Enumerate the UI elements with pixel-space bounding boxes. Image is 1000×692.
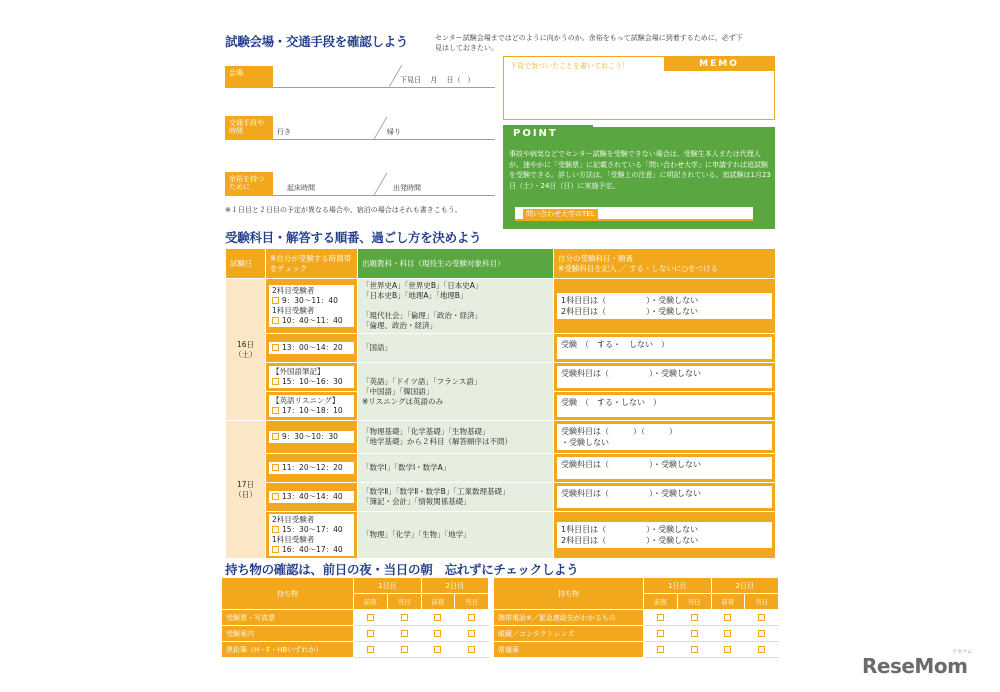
transport-label: 交通手段や時間 xyxy=(225,116,273,140)
day2-header: 2日目 xyxy=(421,578,489,594)
belongings-table-right xyxy=(493,577,779,658)
inquiry-tel-field[interactable] xyxy=(515,207,753,221)
table-row xyxy=(494,626,779,642)
mine-entry[interactable]: 受験科目は（ ）（ ） ・受験しない xyxy=(557,424,772,450)
day2-header: 2日目 xyxy=(711,578,779,594)
header-day: 試験日 xyxy=(226,249,266,279)
item-name: 常備薬 xyxy=(494,642,644,658)
exam-schedule-table xyxy=(225,248,776,559)
checkbox[interactable] xyxy=(272,317,279,324)
slot-time: 9：30〜11：40 xyxy=(282,296,338,305)
checkbox[interactable] xyxy=(272,378,279,385)
table-row xyxy=(226,363,776,392)
checkbox[interactable] xyxy=(657,646,664,653)
header-mine: 自分の受験科目・順番 ※受験科目を記入 ／ する・しないに○をつける xyxy=(554,249,776,279)
slot-time: 15：10〜16：30 xyxy=(282,377,343,386)
subject-cell: 「物理基礎」「化学基礎」「生物基礎」 「地学基礎」から２科目（解答順序は不問） xyxy=(358,421,554,454)
checkbox[interactable] xyxy=(468,630,475,637)
checkbox[interactable] xyxy=(724,646,731,653)
subject-cell: 「世界史A」「世界史B」「日本史A」 「日本史B」「地理A」「地理B」 「現代社会」「倫理」「政治・経済」 「倫理、政治・経済」 xyxy=(358,279,554,334)
slot-cell xyxy=(266,421,358,454)
slot-group-label: 【英語リスニング】 xyxy=(272,396,340,405)
checkbox[interactable] xyxy=(401,646,408,653)
day-header: 当日 xyxy=(455,594,489,610)
checkbox[interactable] xyxy=(401,614,408,621)
slot-option[interactable] xyxy=(272,463,351,473)
table-row xyxy=(494,642,779,658)
slot-option[interactable] xyxy=(272,525,351,535)
mine-cell[interactable] xyxy=(554,363,776,392)
checkbox[interactable] xyxy=(272,526,279,533)
subject-cell: 「国語」 xyxy=(358,334,554,363)
brand-subtitle: リセマム xyxy=(952,649,972,655)
item-header: 持ち物 xyxy=(222,578,354,610)
checkbox[interactable] xyxy=(758,614,765,621)
table-row xyxy=(222,610,489,626)
checkbox[interactable] xyxy=(272,407,279,414)
schedule-note: ※１日目と２日目の予定が異なる場合や、宿泊の場合はそれも書きこもう。 xyxy=(225,206,462,214)
item-name: 携帯電話※／緊急連絡先がわかるもの xyxy=(494,610,644,626)
slot-group-label: 【外国語筆記】 xyxy=(272,367,325,376)
day-header: 当日 xyxy=(677,594,711,610)
checkbox[interactable] xyxy=(272,433,279,440)
slot-cell xyxy=(266,512,358,559)
venue-section-description: センター試験会場まではどのように向かうのか。余裕をもって試験会場に到着するために、必ず下見はしておきたい。 xyxy=(435,34,743,52)
point-tag: POINT xyxy=(503,125,593,143)
slot-time: 13：00〜14：20 xyxy=(282,343,343,352)
slot-cell xyxy=(266,279,358,334)
table-row xyxy=(494,610,779,626)
mine-entry[interactable]: 受験 （ する・しない ） xyxy=(557,395,772,417)
table-row xyxy=(226,334,776,363)
point-box xyxy=(503,127,775,229)
checkbox[interactable] xyxy=(758,646,765,653)
exam-checklist-sheet xyxy=(215,22,785,672)
slot-group-label: 2科目受験者 xyxy=(272,286,315,295)
venue-section-title: 試験会場・交通手段を確認しよう xyxy=(225,34,409,49)
checkbox[interactable] xyxy=(724,630,731,637)
checkbox[interactable] xyxy=(272,297,279,304)
checkbox[interactable] xyxy=(657,614,664,621)
venue-field[interactable] xyxy=(225,66,495,88)
subjects-section-title: 受験科目・解答する順番、過ごし方を決めよう xyxy=(225,230,482,245)
checkbox[interactable] xyxy=(367,614,374,621)
slot-time: 9：30〜10：30 xyxy=(282,432,338,441)
transport-field[interactable] xyxy=(225,116,495,140)
mine-cell[interactable] xyxy=(554,454,776,483)
checkbox[interactable] xyxy=(272,493,279,500)
margin-field[interactable] xyxy=(225,172,495,196)
memo-box[interactable] xyxy=(503,56,775,120)
slot-group-label: 1科目受験者 xyxy=(272,535,315,544)
slot-cell xyxy=(266,363,358,392)
table-row xyxy=(222,626,489,642)
mine-entry[interactable]: 受験科目は（ ）・受験しない xyxy=(557,366,772,388)
go-label: 行き xyxy=(277,128,291,136)
subject-cell: 「物理」「化学」「生物」「地学」 xyxy=(358,512,554,559)
point-body: 事故や病気などでセンター試験を受験できない場合は、受験生本人または代理人が、速やかに「受験票」に記載されている「問い合わせ大学」に申請すれば追試験を受験できる。詳しい方法は、「受験上の注意」に明記されている。追試験は1月23日（土）・24日（日）に実施予定。 xyxy=(509,150,771,190)
checkbox[interactable] xyxy=(758,630,765,637)
item-name: 眼鏡／コンタクトレンズ xyxy=(494,626,644,642)
checkbox[interactable] xyxy=(657,630,664,637)
mine-cell[interactable] xyxy=(554,392,776,421)
return-label: 帰り xyxy=(387,128,401,136)
eve-header: 前夜 xyxy=(711,594,745,610)
eve-header: 前夜 xyxy=(421,594,455,610)
mine-cell[interactable] xyxy=(554,334,776,363)
slot-option[interactable] xyxy=(272,296,351,306)
margin-label: 余裕を持つために xyxy=(225,172,273,196)
mine-cell[interactable] xyxy=(554,512,776,559)
slot-group-label: 2科目受験者 xyxy=(272,515,315,524)
slot-option[interactable] xyxy=(272,377,351,387)
slot-cell xyxy=(266,454,358,483)
field-divider xyxy=(374,173,388,195)
item-name: 受験案内 xyxy=(222,626,354,642)
checkbox[interactable] xyxy=(691,630,698,637)
item-header: 持ち物 xyxy=(494,578,644,610)
wake-time-label: 起床時間 xyxy=(287,184,315,192)
slot-cell xyxy=(266,334,358,363)
item-name: 受験票・写真票 xyxy=(222,610,354,626)
slot-option[interactable] xyxy=(272,316,351,326)
subject-cell: 「英語」「ドイツ語」「フランス語」 「中国語」「韓国語」 ※リスニングは英語のみ xyxy=(358,363,554,421)
slot-time: 17：10〜18：10 xyxy=(282,406,343,415)
slot-option[interactable] xyxy=(272,492,351,502)
mine-cell[interactable] xyxy=(554,421,776,454)
day-header: 当日 xyxy=(387,594,421,610)
belongings-section-title: 持ち物の確認は、前日の夜・当日の朝 忘れずにチェックしよう xyxy=(225,562,579,577)
slot-cell xyxy=(266,483,358,512)
belongings-table-left xyxy=(221,577,489,658)
table-header-row xyxy=(226,249,776,279)
day-header: 当日 xyxy=(745,594,779,610)
table-row xyxy=(226,512,776,559)
checkbox[interactable] xyxy=(434,646,441,653)
table-row xyxy=(222,642,489,658)
slot-group-label: 1科目受験者 xyxy=(272,306,315,315)
inquiry-tel-label: 問い合わせ大学のTEL xyxy=(523,209,598,219)
item-name: 黒鉛筆（H・F・HBいずれか） xyxy=(222,642,354,658)
day1-header: 1日目 xyxy=(644,578,712,594)
slot-time: 13：40〜14：40 xyxy=(282,492,343,501)
slot-option[interactable] xyxy=(272,432,351,442)
mine-entry[interactable]: 1科目目は（ ）・受験しない 2科目目は（ ）・受験しない xyxy=(557,293,772,319)
mine-cell[interactable] xyxy=(554,279,776,334)
checkbox[interactable] xyxy=(367,630,374,637)
header-slot: ※自分が受験する時間帯をチェック xyxy=(266,249,358,279)
depart-time-label: 出発時間 xyxy=(393,184,421,192)
checkbox[interactable] xyxy=(401,630,408,637)
checkbox[interactable] xyxy=(691,646,698,653)
slot-time: 11：20〜12：20 xyxy=(282,463,343,472)
day2-cell: 17日 （日） xyxy=(226,421,266,559)
table-row xyxy=(226,279,776,334)
checkbox[interactable] xyxy=(434,630,441,637)
preview-date-label: 下見日 月 日（ ） xyxy=(400,76,475,84)
slot-time: 16：40〜17：40 xyxy=(282,545,343,554)
checkbox[interactable] xyxy=(272,344,279,351)
memo-tag: MEMO xyxy=(664,57,774,71)
venue-label: 会場 xyxy=(225,66,273,88)
slot-time: 10：40〜11：40 xyxy=(282,316,343,325)
table-row xyxy=(226,483,776,512)
slot-cell xyxy=(266,392,358,421)
eve-header: 前夜 xyxy=(354,594,388,610)
checkbox[interactable] xyxy=(468,614,475,621)
mine-entry[interactable]: 受験科目は（ ）・受験しない xyxy=(557,486,772,508)
memo-prompt: 下見で気づいたことを書いておこう！ xyxy=(510,62,629,70)
subject-cell: 「数学Ⅰ」「数学Ⅰ・数学A」 xyxy=(358,454,554,483)
day1-cell: 16日 （土） xyxy=(226,279,266,421)
table-row xyxy=(226,421,776,454)
slot-time: 15：30〜17：40 xyxy=(282,525,343,534)
mine-entry[interactable]: 1科目目は（ ）・受験しない 2科目目は（ ）・受験しない xyxy=(557,522,772,548)
checkbox[interactable] xyxy=(468,646,475,653)
mine-entry[interactable]: 受験 （ する・ しない ） xyxy=(557,337,772,359)
resemom-logo: ReseMom xyxy=(862,654,968,678)
day1-header: 1日目 xyxy=(354,578,422,594)
header-subject: 出題教科・科目（現役生の受験対象科目） xyxy=(358,249,554,279)
subject-cell: 「数学Ⅱ」「数学Ⅱ・数学B」「工業数理基礎」 「簿記・会計」「情報関係基礎」 xyxy=(358,483,554,512)
checkbox[interactable] xyxy=(691,614,698,621)
table-row xyxy=(226,454,776,483)
checkbox[interactable] xyxy=(367,646,374,653)
mine-cell[interactable] xyxy=(554,483,776,512)
checkbox[interactable] xyxy=(724,614,731,621)
checkbox[interactable] xyxy=(272,464,279,471)
slot-option[interactable] xyxy=(272,406,351,416)
eve-header: 前夜 xyxy=(644,594,678,610)
mine-entry[interactable]: 受験科目は（ ）・受験しない xyxy=(557,457,772,479)
field-divider xyxy=(374,117,388,139)
slot-option[interactable] xyxy=(272,343,351,353)
slot-option[interactable] xyxy=(272,545,351,555)
checkbox[interactable] xyxy=(434,614,441,621)
checkbox[interactable] xyxy=(272,546,279,553)
